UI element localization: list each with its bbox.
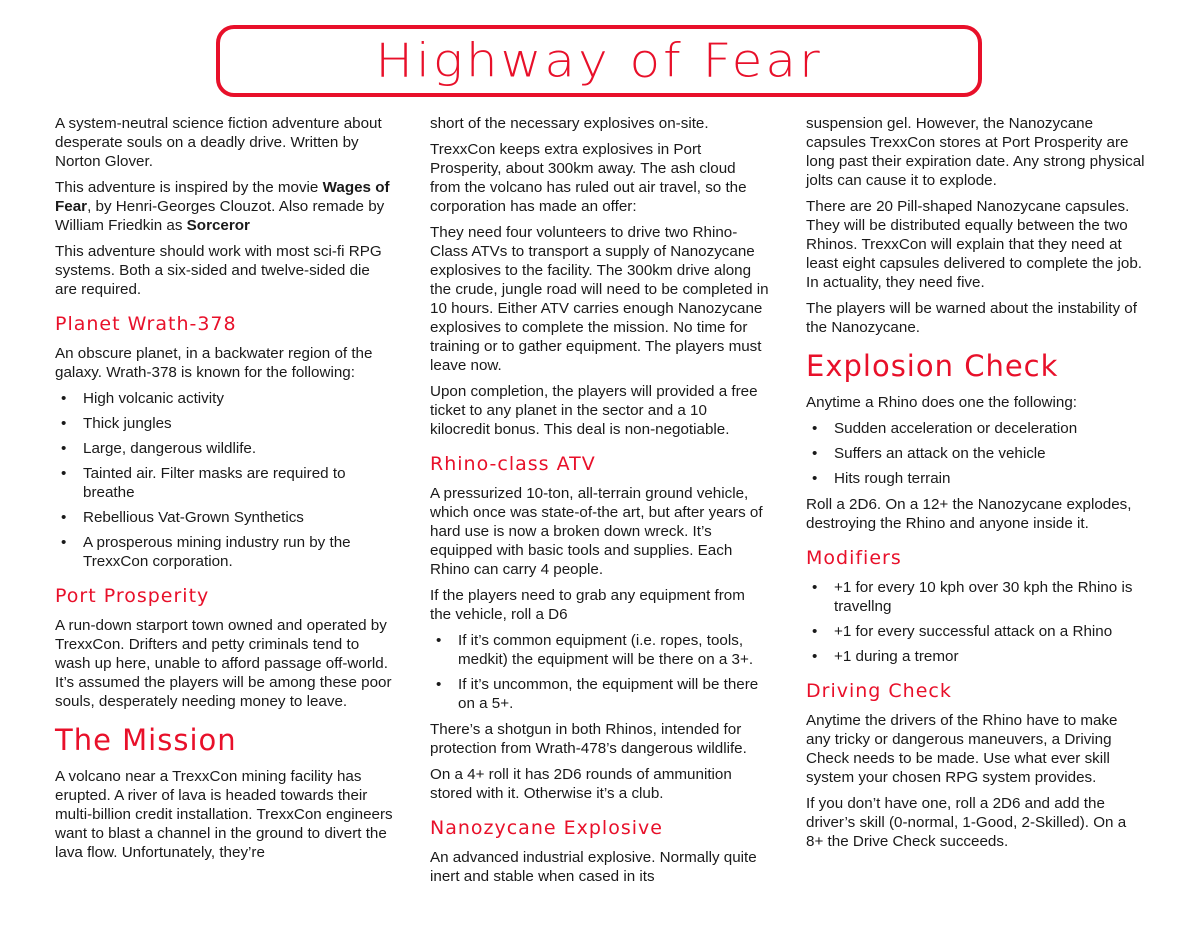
list-item: • Rebellious Vat-Grown Synthetics <box>55 508 395 527</box>
heading-rhino: Rhino-class ATV <box>430 453 596 475</box>
column-1 <box>55 114 395 869</box>
column-2 <box>430 114 770 893</box>
capsules-paragraph: There are 20 Pill-shaped Nanozycane capsules. They will be distributed equally between the two Rhinos. TrexxCon will explain that they need at least eight capsules delivered to complete the job. In actuality, they need five. <box>806 198 1143 291</box>
inspiration-text: This adventure is inspired by the movie <box>55 179 323 196</box>
list-item: • If it’s common equipment (i.e. ropes, tools, medkit) the equipment will be there on a 3+. <box>430 631 770 669</box>
planet-paragraph: An obscure planet, in a backwater region of the galaxy. Wrath-378 is known for the following: <box>55 345 373 381</box>
volunteers-paragraph: They need four volunteers to drive two Rhino-Class ATVs to transport a supply of Nanozycane explosives to the facility. The 300km drive along the crude, jungle road will need to be completed in 10 hours. Either ATV carries enough Nanozycane explosives to complete the mission. No time for training or to gather equipment. The players must leave now. <box>430 224 769 374</box>
heading-explosion-check: Explosion Check <box>806 349 1059 383</box>
explosion-list <box>806 419 1146 488</box>
equipment-list <box>430 631 770 713</box>
modifiers-list <box>806 578 1146 666</box>
list-item: • +1 for every successful attack on a Rhino <box>806 622 1146 641</box>
list-item: • Hits rough terrain <box>806 469 1146 488</box>
list-item: • A prosperous mining industry run by the TrexxCon corporation. <box>55 533 395 571</box>
mission-paragraph: A volcano near a TrexxCon mining facility has erupted. A river of lava is headed towards their multi-billion credit installation. TrexxCon engineers want to blast a channel in the ground to divert the lava flow. Unfortunately, they’re <box>55 768 393 861</box>
mission-paragraph-cont: short of the necessary explosives on-site. <box>430 115 709 132</box>
reward-paragraph: Upon completion, the players will provided a free ticket to any planet in the sector and a 10 kilocredit bonus. This deal is non-negotiable. <box>430 383 758 438</box>
heading-driving-check: Driving Check <box>806 680 952 702</box>
nanozycane-paragraph: An advanced industrial explosive. Normally quite inert and stable when cased in its <box>430 849 757 885</box>
inspiration-text-2: , by Henri-Georges Clouzot. Also remade by William Friedkin as <box>55 198 385 234</box>
heading-nanozycane: Nanozycane Explosive <box>430 817 663 839</box>
ammo-paragraph: On a 4+ roll it has 2D6 rounds of ammunition stored with it. Otherwise it’s a club. <box>430 766 732 802</box>
equipment-paragraph: If the players need to grab any equipment from the vehicle, roll a D6 <box>430 587 745 623</box>
planet-list <box>55 389 395 571</box>
explosion-paragraph: Anytime a Rhino does one the following: <box>806 394 1078 411</box>
driving-roll-paragraph: If you don’t have one, roll a 2D6 and add the driver’s skill (0-normal, 1-Good, 2-Skilled). On a 8+ the Drive Check succeeds. <box>806 795 1127 850</box>
requirements-paragraph: This adventure should work with most sci-fi RPG systems. Both a six-sided and twelve-sided die are required. <box>55 243 382 298</box>
list-item: • +1 for every 10 kph over 30 kph the Rhino is travellng <box>806 578 1146 616</box>
warning-paragraph: The players will be warned about the instability of the Nanozycane. <box>806 300 1137 336</box>
rhino-paragraph: A pressurized 10-ton, all-terrain ground vehicle, which once was state-of-the art, but after years of hard use is now a broken down wreck. It’s equipped with basic tools and supplies. Each Rhino can carry 4 people. <box>430 485 763 578</box>
heading-mission: The Mission <box>55 723 237 757</box>
column-3 <box>806 114 1146 858</box>
page-title: Highway of Fear <box>375 34 823 88</box>
nanozycane-paragraph-cont: suspension gel. However, the Nanozycane capsules TrexxCon stores at Port Prosperity are long past their expiration date. Any strong physical jolts can cause it to explode. <box>806 115 1145 189</box>
intro-paragraph: A system-neutral science fiction adventure about desperate souls on a deadly drive. Written by Norton Glover. <box>55 115 382 170</box>
list-item: • Large, dangerous wildlife. <box>55 439 395 458</box>
driving-paragraph: Anytime the drivers of the Rhino have to make any tricky or dangerous maneuvers, a Driving Check needs to be made. Use what ever skill system your chosen RPG system provides. <box>806 712 1118 786</box>
port-paragraph: A run-down starport town owned and operated by TrexxCon. Drifters and petty criminals tend to wash up here, unable to afford passage off-world. It’s assumed the players will be among these poor souls, desperately needing money to leave. <box>55 617 392 710</box>
list-item: • Thick jungles <box>55 414 395 433</box>
list-item: • High volcanic activity <box>55 389 395 408</box>
title-banner <box>216 25 982 97</box>
list-item: • +1 during a tremor <box>806 647 1146 666</box>
explosives-paragraph: TrexxCon keeps extra explosives in Port Prosperity, about 300km away. The ash cloud from the volcano has ruled out air travel, so the corporation has made an offer: <box>430 141 747 215</box>
movie-title-sorceror: Sorceror <box>186 217 250 234</box>
heading-modifiers: Modifiers <box>806 547 902 569</box>
list-item: • If it’s uncommon, the equipment will be there on a 5+. <box>430 675 770 713</box>
list-item: • Suffers an attack on the vehicle <box>806 444 1146 463</box>
heading-planet: Planet Wrath-378 <box>55 313 237 335</box>
heading-port: Port Prosperity <box>55 585 210 607</box>
inspiration-paragraph <box>55 178 395 235</box>
movie-title-wages: Wages of Fear <box>55 179 390 215</box>
roll-paragraph: Roll a 2D6. On a 12+ the Nanozycane explodes, destroying the Rhino and anyone inside it. <box>806 496 1132 532</box>
shotgun-paragraph: There’s a shotgun in both Rhinos, intended for protection from Wrath-478’s dangerous wildlife. <box>430 721 747 757</box>
list-item: • Sudden acceleration or deceleration <box>806 419 1146 438</box>
list-item: • Tainted air. Filter masks are required to breathe <box>55 464 395 502</box>
